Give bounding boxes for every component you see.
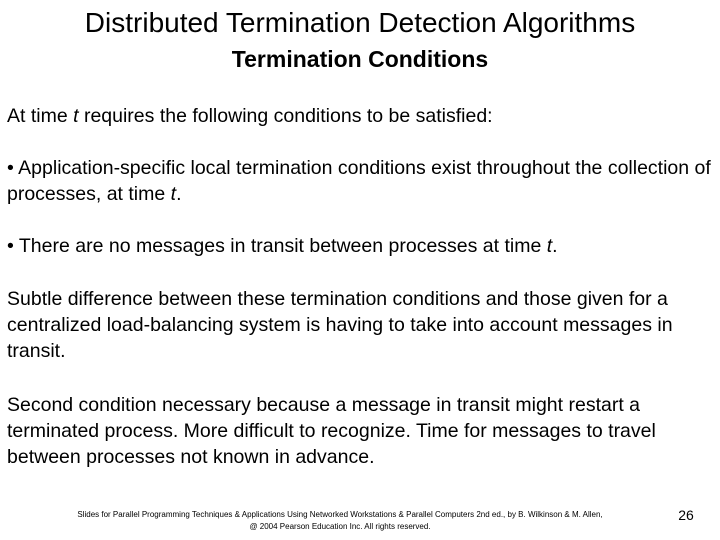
bullet1-var: t <box>170 183 177 205</box>
bullet2-var: t <box>546 235 553 257</box>
footer-line-2: @ 2004 Pearson Education Inc. All rights reserved. <box>249 522 431 531</box>
intro-var: t <box>73 105 79 127</box>
paragraph-subtle-difference <box>7 286 713 364</box>
bullet1-text-after: . <box>176 183 182 205</box>
footer-credits <box>30 509 650 533</box>
bullet2-text-before: • There are no messages in transit between processes at time <box>7 235 547 257</box>
paragraph-second-condition <box>7 392 713 470</box>
intro-text-before: At time <box>7 105 74 127</box>
intro-paragraph <box>7 103 713 129</box>
bullet-item-1 <box>7 155 713 207</box>
slide-title: Distributed Termination Detection Algorithms <box>84 7 636 38</box>
page-number: 26 <box>678 507 694 523</box>
slide-subtitle: Termination Conditions <box>231 46 489 72</box>
bullet2-text-after: . <box>552 235 558 257</box>
bullet1-text-before: • Application-specific local termination conditions exist throughout the collection of processes, at time <box>7 157 711 205</box>
bullet-item-2 <box>7 233 713 259</box>
footer-line-1: Slides for Parallel Programming Techniques & Applications Using Networked Workstations & Parallel Computers 2nd ed., by B. Wilkinson & M. Allen, <box>77 510 603 519</box>
intro-text-after: requires the following conditions to be satisfied: <box>78 105 493 127</box>
paragraph-second-condition-text: Second condition necessary because a message in transit might restart a terminated process. More difficult to recognize. Time for messages to travel between processes not known in advance. <box>7 394 656 468</box>
paragraph-subtle-difference-text: Subtle difference between these termination conditions and those given for a centralized load-balancing system is having to take into account messages in transit. <box>7 288 673 362</box>
